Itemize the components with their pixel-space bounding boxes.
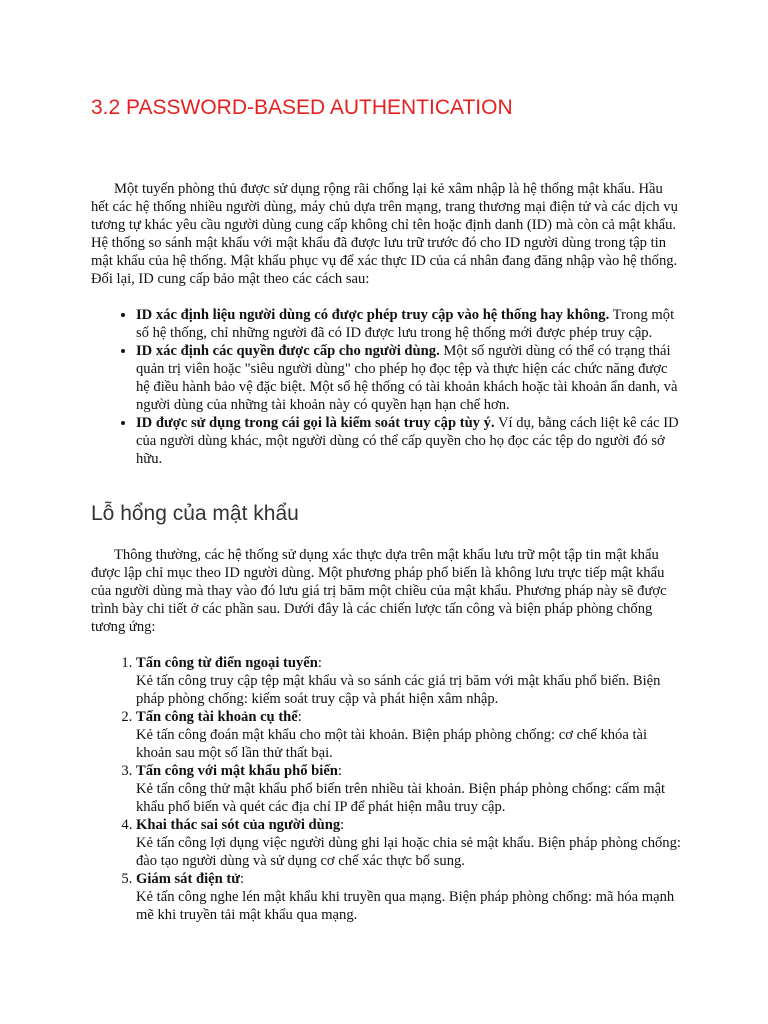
attack-list-block (91, 654, 681, 924)
subheading: Lỗ hổng của mật khẩu (91, 502, 299, 525)
section-title: 3.2 PASSWORD-BASED AUTHENTICATION (91, 96, 513, 119)
bullet-text: Ví dụ, bằng cách liệt kê các ID của người dùng khác, một người dùng có thể cấp quyền cho họ đọc các tệp do người đó sở hữu. (136, 415, 679, 467)
attack-list (91, 654, 681, 924)
list-item: 1. Tấn công từ điển ngoại tuyến: Kẻ tấn công truy cập tệp mật khẩu và so sánh các giá trị băm với mật khẩu phổ biến. Biện pháp phòng chống: kiểm soát truy cập và phát hiện xâm nhập. (136, 654, 681, 708)
list-item (136, 414, 681, 468)
list-item: 5. Giám sát điện tử: Kẻ tấn công nghe lén mật khẩu khi truyền qua mạng. Biện pháp phòng chống: mã hóa mạnh mẽ khi truyền tải mật khẩu qua mạng. (136, 870, 681, 924)
intro-paragraph: Một tuyến phòng thủ được sử dụng rộng rãi chống lại kẻ xâm nhập là hệ thống mật khẩu. Hầu hết các hệ thống nhiều người dùng, máy chủ dựa trên mạng, trang thương mại điện tử và các dịch vụ tương tự khác yêu cầu người dùng cung cấp không chỉ tên hoặc định danh (ID) mà còn cả mật khẩu. Hệ thống so sánh mật khẩu với mật khẩu đã được lưu trữ trước đó cho ID người dùng trong tập tin mật khẩu của hệ thống. Mật khẩu phục vụ để xác thực ID của cá nhân đang đăng nhập vào hệ thống. Đối lại, ID cung cấp bảo mật theo các cách sau: (91, 181, 678, 287)
bullet-bold: ID xác định liệu người dùng có được phép truy cập vào hệ thống hay không. (136, 307, 610, 323)
attack-name: Tấn công tài khoản cụ thể (136, 709, 298, 725)
attack-desc: Kẻ tấn công đoán mật khẩu cho một tài khoản. Biện pháp phòng chống: cơ chế khóa tài khoản sau một số lần thử thất bại. (136, 727, 648, 761)
bullet-bold: ID được sử dụng trong cái gọi là kiểm soát truy cập tùy ý. (136, 415, 495, 431)
attack-name: Tấn công với mật khẩu phổ biến (136, 763, 338, 779)
list-item: 4. Khai thác sai sót của người dùng: Kẻ tấn công lợi dụng việc người dùng ghi lại hoặc chia sẻ mật khẩu. Biện pháp phòng chống: đào tạo người dùng và sử dụng cơ chế xác thực bổ sung. (136, 816, 681, 870)
intro-block (91, 180, 681, 288)
attack-name: Khai thác sai sót của người dùng (136, 817, 341, 833)
para2-block (91, 546, 681, 636)
list-item: 3. Tấn công với mật khẩu phổ biến: Kẻ tấn công thử mật khẩu phổ biến trên nhiều tài khoản. Biện pháp phòng chống: cấm mật khẩu phổ biến và quét các địa chỉ IP để phát hiện mẫu truy cập. (136, 762, 681, 816)
attack-desc: Kẻ tấn công nghe lén mật khẩu khi truyền qua mạng. Biện pháp phòng chống: mã hóa mạnh mẽ khi truyền tải mật khẩu qua mạng. (136, 889, 675, 923)
attack-desc: Kẻ tấn công truy cập tệp mật khẩu và so sánh các giá trị băm với mật khẩu phổ biến. Biện pháp phòng chống: kiểm soát truy cập và phát hiện xâm nhập. (136, 673, 661, 707)
id-purpose-list (91, 306, 681, 468)
id-purpose-list-block (91, 306, 681, 468)
bullet-bold: ID xác định các quyền được cấp cho người dùng. (136, 343, 440, 359)
bullet-text: Trong một số hệ thống, chỉ những người đã có ID được lưu trong hệ thống mới được phép truy cập. (136, 307, 675, 341)
attack-name: Tấn công từ điển ngoại tuyến (136, 655, 318, 671)
list-item: 2. Tấn công tài khoản cụ thể: Kẻ tấn công đoán mật khẩu cho một tài khoản. Biện pháp phòng chống: cơ chế khóa tài khoản sau một số lần thử thất bại. (136, 708, 681, 762)
attack-desc: Kẻ tấn công lợi dụng việc người dùng ghi lại hoặc chia sẻ mật khẩu. Biện pháp phòng chống: đào tạo người dùng và sử dụng cơ chế xác thực bổ sung. (136, 835, 681, 869)
vulnerability-paragraph: Thông thường, các hệ thống sử dụng xác thực dựa trên mật khẩu lưu trữ một tập tin mật khẩu được lập chỉ mục theo ID người dùng. Một phương pháp phổ biến là không lưu trực tiếp mật khẩu của người dùng mà thay vào đó lưu giá trị băm một chiều của mật khẩu. Phương pháp này sẽ được trình bày chi tiết ở các phần sau. Dưới đây là các chiến lược tấn công và biện pháp phòng chống tương ứng: (91, 547, 667, 635)
attack-desc: Kẻ tấn công thử mật khẩu phổ biến trên nhiều tài khoản. Biện pháp phòng chống: cấm mật khẩu phổ biến và quét các địa chỉ IP để phát hiện mẫu truy cập. (136, 781, 666, 815)
list-item (136, 306, 681, 342)
attack-name: Giám sát điện tử (136, 871, 241, 887)
bullet-text: Một số người dùng có thể có trạng thái quản trị viên hoặc "siêu người dùng" cho phép họ đọc tệp và thực hiện các chức năng được hệ điều hành bảo vệ đặc biệt. Một số hệ thống có tài khoản khách hoặc tài khoản ẩn danh, và người dùng của những tài khoản này có quyền hạn hạn chế hơn. (136, 343, 678, 413)
list-item (136, 342, 681, 414)
